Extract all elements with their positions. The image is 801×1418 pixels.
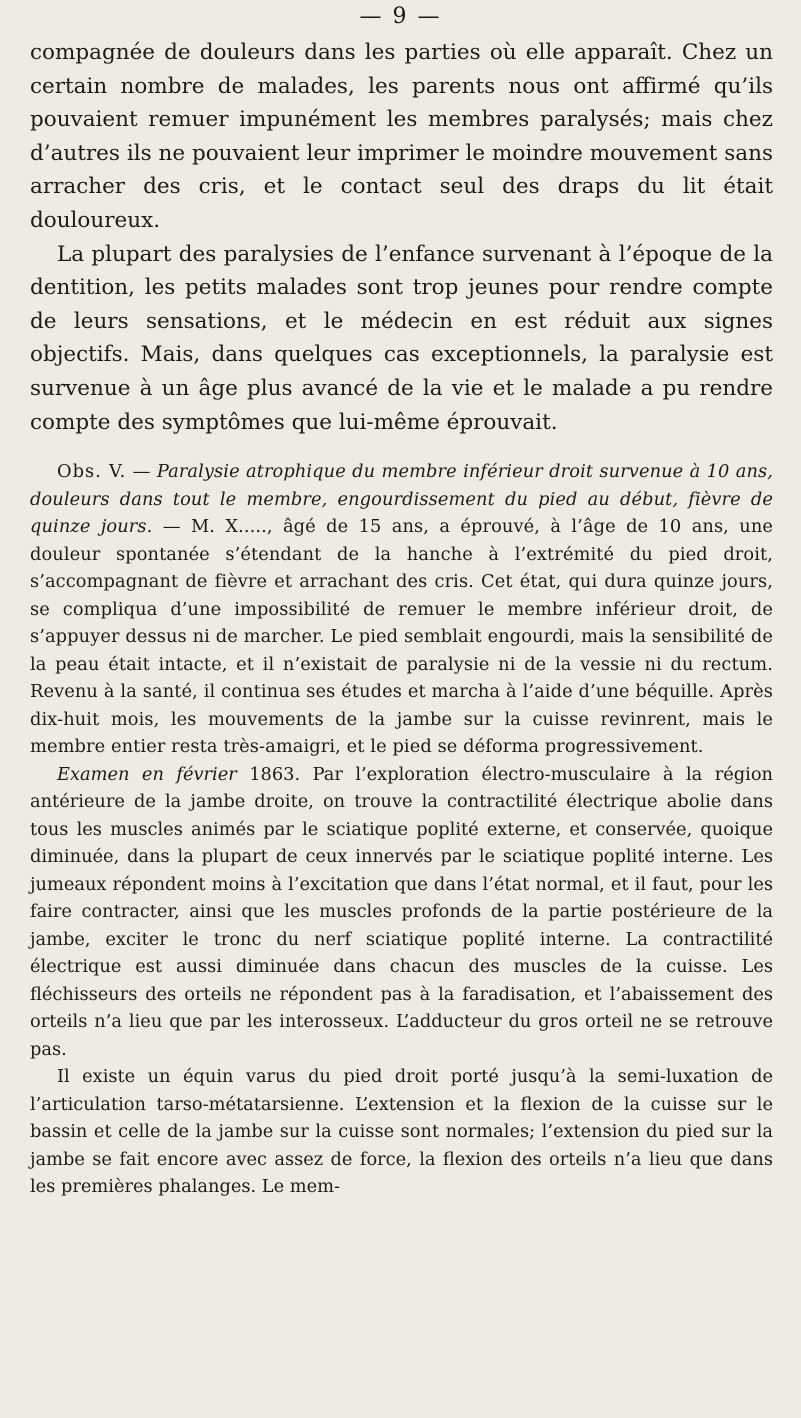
observation-intro: — M. X....., âgé de 15 ans, a éprouvé, à l’âge de 10 ans, une douleur spontanée s’étendant de la hanche à l’extrémité du pied droit, s’accompagnant de fièvre et arrachant des cris. Cet état, qui dura quinze jours, se compliqua d’une impossibilité de remuer le membre inférieur droit, de s’appuyer dessus ni de marcher. Le pied semblait engourdi, mais la sensibilité de la peau était intacte, et il n’existait de paralysie ni de la vessie ni du rectum. Revenu à la santé, il continua ses études et marcha à l’aide d’une béquille. Après dix-huit mois, les mouvements de la jambe sur la cuisse revinrent, mais le membre entier resta très-amaigri, et le pied se déforma progressivement. — [30, 516, 774, 758]
paragraph-continued: compagnée de douleurs dans les parties où elle apparaît. Chez un certain nombre de malades, les parents nous ont affirmé qu’ils pouvaient remuer impunément les membres paralysés; mais chez d’autres ils ne pouvaient leur imprimer le moindre mouvement sans arracher des cris, et le contact seul des draps du lit était douloureux. — [30, 40, 773, 233]
observation-section — [30, 458, 773, 1201]
page-body — [30, 36, 773, 1201]
lead-section — [30, 36, 773, 439]
observation-label: Obs. V. — [57, 461, 127, 483]
observation-dash: — — [126, 461, 157, 483]
page-number: — 9 — — [359, 4, 442, 29]
exam-text: 1863. Par l’exploration électro-musculaire à la région antérieure de la jambe droite, on trouve la contractilité électrique abolie dans tous les muscles animés par le sciatique poplité externe, et conservée, quoique diminuée, dans la plupart de ceux innervés par le sciatique poplité interne. Les jumeaux répondent moins à l’excitation que dans l’état normal, et il faut, pour les faire contracter, ainsi que les muscles profonds de la partie postérieure de la jambe, exciter le tronc du nerf sciatique poplité interne. La contractilité électrique est aussi diminuée dans chacun des muscles de la cuisse. Les fléchisseurs des orteils ne répondent pas à la faradisation, et l’abaissement des orteils n’a lieu que par les interosseux. L’adducteur du gros orteil ne se retrouve pas. — [30, 763, 773, 1060]
equinus-paragraph: Il existe un équin varus du pied droit porté jusqu’à la semi-luxation de l’articulation tarso-métatarsienne. L’extension et la flexion de la cuisse sur le bassin et celle de la jambe sur la cuisse sont normales; l’extension du pied sur la jambe se fait encore avec assez de force, la flexion des orteils n’a lieu que dans les premières phalanges. Le mem- — [30, 1066, 773, 1198]
observation-paragraph — [30, 458, 773, 761]
exam-paragraph — [30, 761, 773, 1064]
paragraph-dentition: La plupart des paralysies de l’enfance survenant à l’époque de la dentition, les petits malades sont trop jeunes pour rendre compte de leurs sensations, et le médecin en est réduit aux signes objectifs. Mais, dans quelques cas exceptionnels, la paralysie est survenue à un âge plus avancé de la vie et le malade a pu rendre compte des symptômes que lui-même éprouvait. — [30, 241, 773, 435]
exam-label: Examen en février — [57, 763, 237, 785]
observation-title: Paralysie atrophique du membre inférieur droit survenue à 10 ans, douleurs dans tout le membre, engourdissement du pied au début, fièvre de quinze jours. — [30, 461, 773, 538]
